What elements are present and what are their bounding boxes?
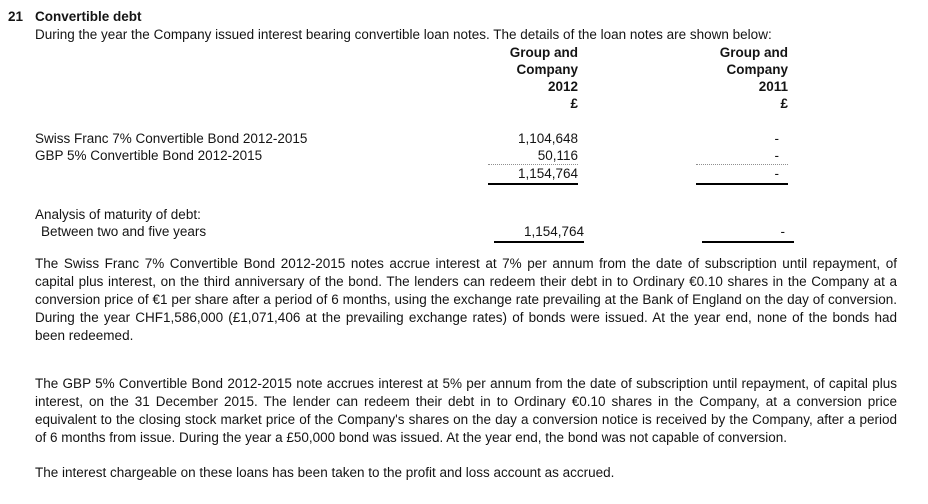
note-heading-row: [8, 8, 928, 26]
column-spacer: [578, 44, 696, 112]
loan-notes-table: [35, 44, 897, 243]
maturity-value-2012: 1,154,764: [494, 223, 584, 243]
table-row-gbp-bond: [35, 147, 897, 165]
maturity-value-2011: -: [702, 223, 794, 243]
column-header-2011: [696, 44, 788, 112]
total-2012: 1,154,764: [488, 165, 578, 185]
value-2011: -: [774, 131, 779, 146]
value-2012: 50,116: [488, 147, 578, 165]
total-2011: -: [696, 165, 788, 185]
value-2011: -: [696, 147, 788, 165]
table-row-maturity: [35, 223, 897, 243]
note-number: 21: [8, 9, 24, 24]
row-label: Between two and five years: [41, 224, 207, 239]
column-spacer: [578, 130, 696, 147]
table-row-swiss-bond: [35, 130, 897, 147]
header-line: 2011: [758, 79, 788, 94]
header-line: 2012: [547, 79, 578, 94]
column-spacer: [584, 223, 702, 243]
row-label: Swiss Franc 7% Convertible Bond 2012-2015: [35, 131, 308, 146]
header-spacer: [35, 44, 488, 112]
maturity-section-label: Analysis of maturity of debt:: [35, 207, 201, 222]
paragraph-gbp-bond: The GBP 5% Convertible Bond 2012-2015 note accrues interest at 5% per annum from the date of subscription until repayment, of capital plus interest, on the 31 December 2015. The lender can redeem their debt in to Ordinary €0.10 shares in the Company, at a conversion price equivalent to the closing stock market price of the Company's shares on the day a conversion notice is received by the Company, after a period of 6 months from issue. During the year a £50,000 bond was issued. At the year end, the bond was not capable of conversion.: [35, 376, 897, 445]
table-row-total: [35, 165, 897, 185]
column-spacer: [578, 147, 696, 165]
row-label: [35, 165, 488, 185]
header-line: £: [570, 96, 578, 111]
note-content: [35, 26, 897, 482]
header-line: Group and: [509, 45, 578, 60]
paragraph-interest-chargeable: The interest chargeable on these loans has been taken to the profit and loss account as accrued.: [35, 465, 615, 480]
column-header-2012: [488, 44, 578, 112]
intro-text: During the year the Company issued interest bearing convertible loan notes. The details of the loan notes are shown below:: [35, 27, 772, 42]
header-line: Group and: [719, 45, 788, 60]
table-body: [35, 130, 897, 243]
column-spacer: [578, 165, 696, 185]
note-title: Convertible debt: [35, 9, 142, 24]
table-header: [35, 44, 897, 112]
header-line: Company: [726, 62, 788, 77]
header-line: Company: [516, 62, 578, 77]
value-2012: 1,104,648: [517, 131, 578, 146]
header-line: £: [780, 96, 788, 111]
paragraph-swiss-bond: The Swiss Franc 7% Convertible Bond 2012-2015 notes accrue interest at 7% per annum from the date of subscription until repayment, of capital plus interest, on the third anniversary of the bond. The lenders can redeem their debt in to Ordinary €0.10 shares in the Company at a conversion price of €1 per share after a period of 6 months, using the exchange rate prevailing at the Bank of England on the day of conversion. During the year CHF1,586,000 (£1,071,406 at the prevailing exchange rates) of bonds were issued. At the year end, none of the bonds had been redeemed.: [35, 256, 897, 343]
row-label: GBP 5% Convertible Bond 2012-2015: [35, 148, 263, 163]
